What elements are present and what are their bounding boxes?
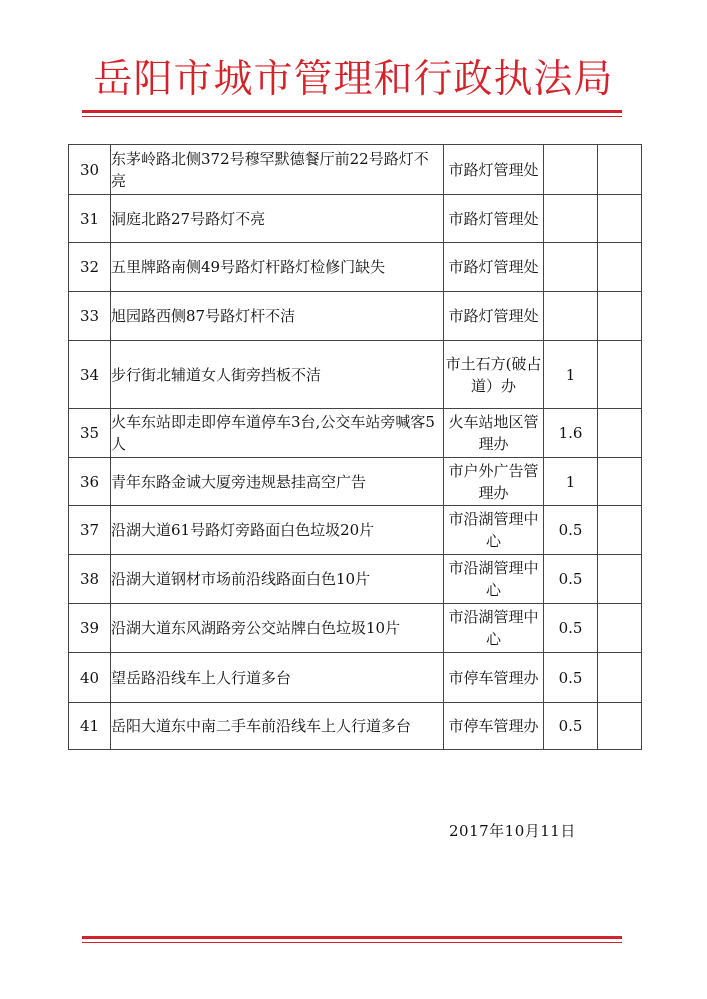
remark-cell (598, 292, 642, 341)
header-rule-thin (82, 116, 622, 117)
issue-description: 望岳路沿线车上人行道多台 (111, 653, 444, 703)
remark-cell (598, 458, 642, 506)
row-number: 39 (69, 604, 111, 653)
table-row (69, 292, 642, 341)
deduction-score: 0.5 (544, 703, 598, 750)
remark-cell (598, 703, 642, 750)
table-row (69, 506, 642, 555)
responsible-department: 市土石方(破占道）办 (444, 341, 544, 409)
responsible-department: 市路灯管理处 (444, 243, 544, 292)
responsible-department: 市沿湖管理中心 (444, 604, 544, 653)
issue-description: 五里牌路南侧49号路灯杆路灯检修门缺失 (111, 243, 444, 292)
responsible-department: 市路灯管理处 (444, 292, 544, 341)
footer-rule-thin (82, 942, 622, 943)
responsible-department: 市停车管理办 (444, 703, 544, 750)
row-number: 36 (69, 458, 111, 506)
responsible-department: 市沿湖管理中心 (444, 555, 544, 604)
table-row (69, 604, 642, 653)
row-number: 41 (69, 703, 111, 750)
remark-cell (598, 604, 642, 653)
issue-description: 沿湖大道61号路灯旁路面白色垃圾20片 (111, 506, 444, 555)
deduction-score: 1 (544, 458, 598, 506)
responsible-department: 市路灯管理处 (444, 145, 544, 195)
table-row (69, 341, 642, 409)
document-title: 岳阳市城市管理和行政执法局 (93, 57, 614, 102)
row-number: 35 (69, 409, 111, 458)
remark-cell (598, 409, 642, 458)
remark-cell (598, 243, 642, 292)
issue-description: 岳阳大道东中南二手车前沿线车上人行道多台 (111, 703, 444, 750)
table-row (69, 458, 642, 506)
issue-description: 步行街北辅道女人街旁挡板不洁 (111, 341, 444, 409)
row-number: 38 (69, 555, 111, 604)
remark-cell (598, 555, 642, 604)
table-row (69, 145, 642, 195)
row-number: 34 (69, 341, 111, 409)
deduction-score: 0.5 (544, 604, 598, 653)
issue-description: 旭园路西侧87号路灯杆不洁 (111, 292, 444, 341)
issue-description: 沿湖大道东风湖路旁公交站牌白色垃圾10片 (111, 604, 444, 653)
remark-cell (598, 195, 642, 243)
deduction-score: 1.6 (544, 409, 598, 458)
responsible-department: 市沿湖管理中心 (444, 506, 544, 555)
table-row (69, 653, 642, 703)
table-row (69, 555, 642, 604)
deduction-score (544, 195, 598, 243)
table-row (69, 195, 642, 243)
row-number: 37 (69, 506, 111, 555)
row-number: 30 (69, 145, 111, 195)
deduction-score: 0.5 (544, 506, 598, 555)
deduction-score: 1 (544, 341, 598, 409)
deduction-score: 0.5 (544, 653, 598, 703)
remark-cell (598, 506, 642, 555)
responsible-department: 市路灯管理处 (444, 195, 544, 243)
issue-description: 洞庭北路27号路灯不亮 (111, 195, 444, 243)
issue-description: 火车东站即走即停车道停车3台,公交车站旁喊客5人 (111, 409, 444, 458)
issue-description: 沿湖大道钢材市场前沿线路面白色10片 (111, 555, 444, 604)
remark-cell (598, 341, 642, 409)
row-number: 31 (69, 195, 111, 243)
row-number: 33 (69, 292, 111, 341)
responsible-department: 市户外广告管理办 (444, 458, 544, 506)
remark-cell (598, 653, 642, 703)
issue-description: 青年东路金诚大厦旁违规悬挂高空广告 (111, 458, 444, 506)
deduction-score (544, 243, 598, 292)
table-row (69, 243, 642, 292)
deduction-score (544, 145, 598, 195)
table-row (69, 409, 642, 458)
responsible-department: 火车站地区管理办 (444, 409, 544, 458)
row-number: 32 (69, 243, 111, 292)
footer-rule-thick (82, 936, 622, 939)
issues-table (68, 144, 642, 750)
remark-cell (598, 145, 642, 195)
issue-description: 东茅岭路北侧372号穆罕默德餐厅前22号路灯不亮 (111, 145, 444, 195)
row-number: 40 (69, 653, 111, 703)
deduction-score (544, 292, 598, 341)
document-date: 2017年10月11日 (449, 822, 576, 840)
header-rule-thick (82, 110, 622, 113)
responsible-department: 市停车管理办 (444, 653, 544, 703)
table-row (69, 703, 642, 750)
deduction-score: 0.5 (544, 555, 598, 604)
